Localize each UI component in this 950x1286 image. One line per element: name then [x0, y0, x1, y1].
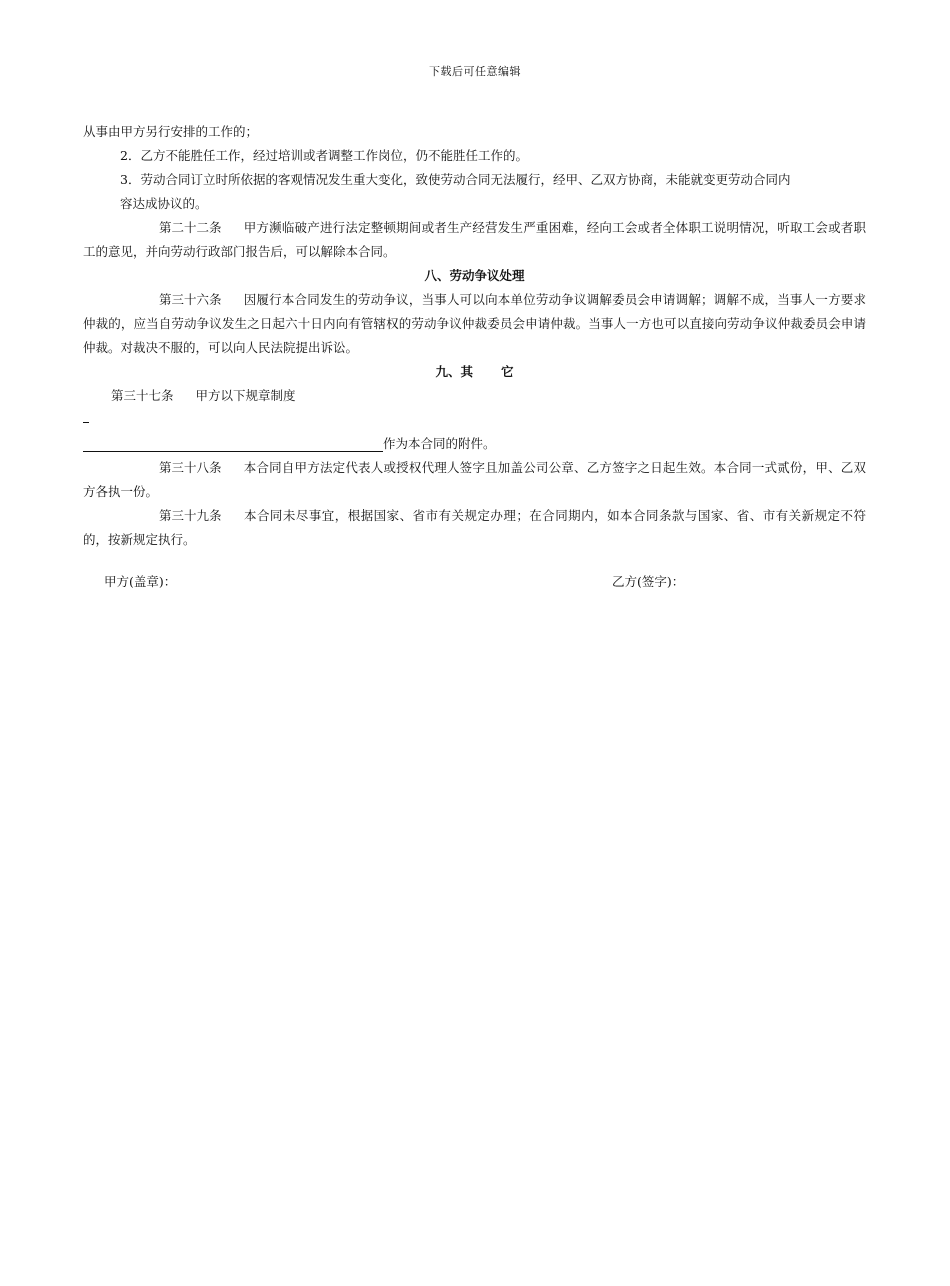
party-b-signature-label: 乙方(签字)： — [612, 574, 685, 589]
page-header: 下载后可任意编辑 — [429, 65, 521, 78]
party-a-signature-label: 甲方(盖章)： — [104, 574, 177, 589]
clause-3 — [83, 168, 866, 216]
section-8-title: 八、劳动争议处理 — [424, 268, 525, 283]
article-38-number: 第三十八条 — [159, 460, 222, 475]
article-39 — [83, 504, 866, 552]
appendix-fill-row — [83, 432, 866, 456]
article-38 — [83, 456, 866, 504]
section-9-title — [83, 360, 866, 384]
section-9-title-part-2: 它 — [501, 364, 514, 379]
article-39-text: 本合同未尽事宜，根据国家、省市有关规定办理；在合同期内，如本合同条款与国家、省、市有关新规定不符的，按新规定执行。 — [83, 508, 866, 547]
article-37-number: 第三十七条 — [111, 388, 174, 403]
article-36-text: 因履行本合同发生的劳动争议，当事人可以向本单位劳动争议调解委员会申请调解；调解不成，当事人一方要求仲裁的，应当自劳动争议发生之日起六十日内向有管辖权的劳动争议仲裁委员会申请仲裁。当事人一方也可以直接向劳动争议仲裁委员会申请仲裁。对裁决不服的，可以向人民法院提出诉讼。 — [83, 292, 866, 355]
clause-2: 2．乙方不能胜任工作，经过培训或者调整工作岗位，仍不能胜任工作的。 — [120, 148, 528, 163]
appendix-blank-field[interactable] — [83, 434, 383, 452]
article-38-text: 本合同自甲方法定代表人或授权代理人签字且加盖公司公章、乙方签字之日起生效。本合同一式贰份，甲、乙双方各执一份。 — [83, 460, 866, 499]
appendix-suffix: 作为本合同的附件。 — [383, 436, 496, 451]
blank-tick — [83, 422, 89, 423]
article-36 — [83, 288, 866, 360]
paragraph-continuation: 从事由甲方另行安排的工作的； — [83, 124, 259, 139]
blank-line-marker — [83, 408, 866, 432]
article-22 — [83, 216, 866, 264]
clause-3-line-2: 容达成协议的。 — [120, 196, 208, 211]
article-22-number: 第二十二条 — [159, 220, 222, 235]
article-36-number: 第三十六条 — [159, 292, 222, 307]
article-37 — [83, 384, 866, 408]
article-39-number: 第三十九条 — [159, 508, 222, 523]
clause-3-line-1: 3．劳动合同订立时所依据的客观情况发生重大变化，致使劳动合同无法履行，经甲、乙双方协商，未能就变更劳动合同内 — [120, 172, 791, 187]
contract-body — [83, 120, 866, 552]
article-37-text: 甲方以下规章制度 — [195, 388, 296, 403]
section-9-title-part-1: 九、其 — [435, 364, 473, 379]
article-22-text: 甲方濒临破产进行法定整顿期间或者生产经营发生严重困难，经向工会或者全体职工说明情况，听取工会或者职工的意见，并向劳动行政部门报告后，可以解除本合同。 — [83, 220, 866, 259]
